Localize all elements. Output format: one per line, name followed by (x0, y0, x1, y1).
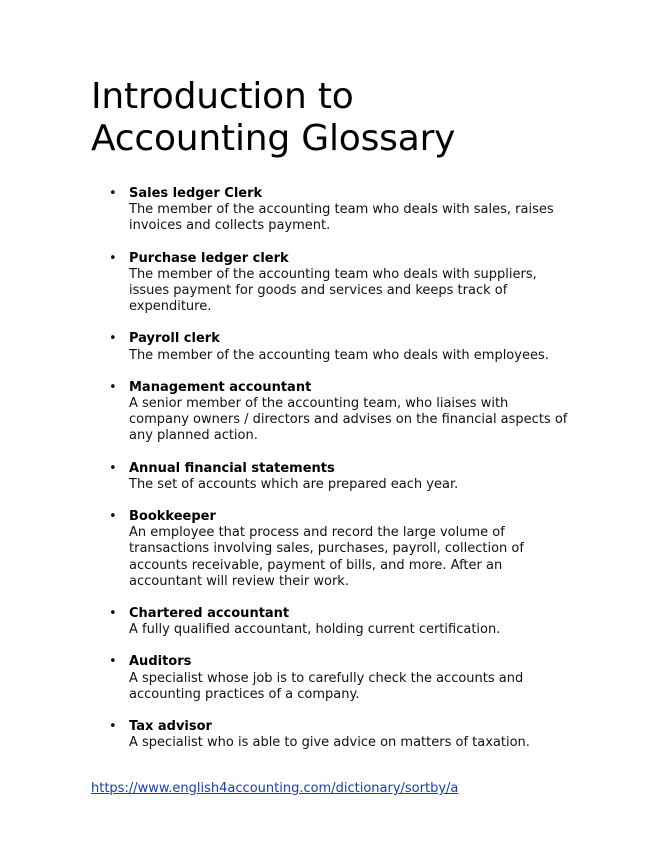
glossary-definition: The member of the accounting team who deals with suppliers, issues payment for goods and services and keeps track of expenditure. (129, 266, 537, 315)
bullet-icon: • (109, 654, 117, 670)
glossary-item (109, 379, 571, 445)
bullet-icon: • (109, 186, 117, 201)
glossary-item (109, 186, 571, 235)
glossary-term: Auditors (129, 654, 192, 670)
bullet-icon: • (109, 509, 117, 525)
glossary-definition: A specialist who is able to give advice on matters of taxation. (129, 735, 530, 751)
glossary-definition: A senior member of the accounting team, who liaises with company owners / directors and advises on the financial aspects of any planned action. (129, 396, 568, 444)
title-line-2: Accounting Glossary (91, 118, 456, 159)
glossary-item (109, 460, 571, 493)
glossary-term: Purchase ledger clerk (129, 250, 289, 266)
glossary-term: Management accountant (129, 379, 312, 395)
glossary-definition: The set of accounts which are prepared each year. (129, 476, 459, 492)
title-line-1: Introduction to (91, 76, 354, 117)
glossary-term: Tax advisor (129, 719, 212, 735)
glossary-term: Sales ledger Clerk (129, 186, 263, 201)
bullet-icon: • (109, 606, 117, 622)
source-link[interactable]: https://www.english4accounting.com/dictionary/sortby/a (91, 781, 459, 796)
document-page (91, 76, 571, 767)
glossary-item (109, 331, 571, 363)
bullet-icon: • (109, 331, 117, 347)
glossary-term: Payroll clerk (129, 331, 220, 347)
glossary-definition: The member of the accounting team who deals with sales, raises invoices and collects payment. (129, 202, 554, 234)
glossary-term: Bookkeeper (129, 509, 216, 525)
glossary-definition: An employee that process and record the large volume of transactions involving sales, purchases, payroll, collection of accounts receivable, payment of bills, and more. After an accountant will review their work. (129, 525, 524, 589)
glossary-definition: A fully qualified accountant, holding current certification. (129, 622, 501, 638)
page-title (91, 76, 571, 160)
bullet-icon: • (109, 379, 117, 395)
bullet-icon: • (109, 460, 117, 476)
bullet-icon: • (109, 719, 117, 735)
glossary-definition: The member of the accounting team who deals with employees. (129, 347, 549, 363)
glossary-definition: A specialist whose job is to carefully check the accounts and accounting practices of a company. (129, 670, 524, 702)
glossary-item (109, 654, 571, 703)
bullet-icon: • (109, 250, 117, 266)
glossary-list (91, 186, 571, 751)
glossary-term: Annual financial statements (129, 460, 335, 476)
glossary-item (109, 509, 571, 590)
glossary-item (109, 250, 571, 316)
glossary-item (109, 719, 571, 751)
glossary-item (109, 606, 571, 638)
glossary-term: Chartered accountant (129, 606, 290, 622)
